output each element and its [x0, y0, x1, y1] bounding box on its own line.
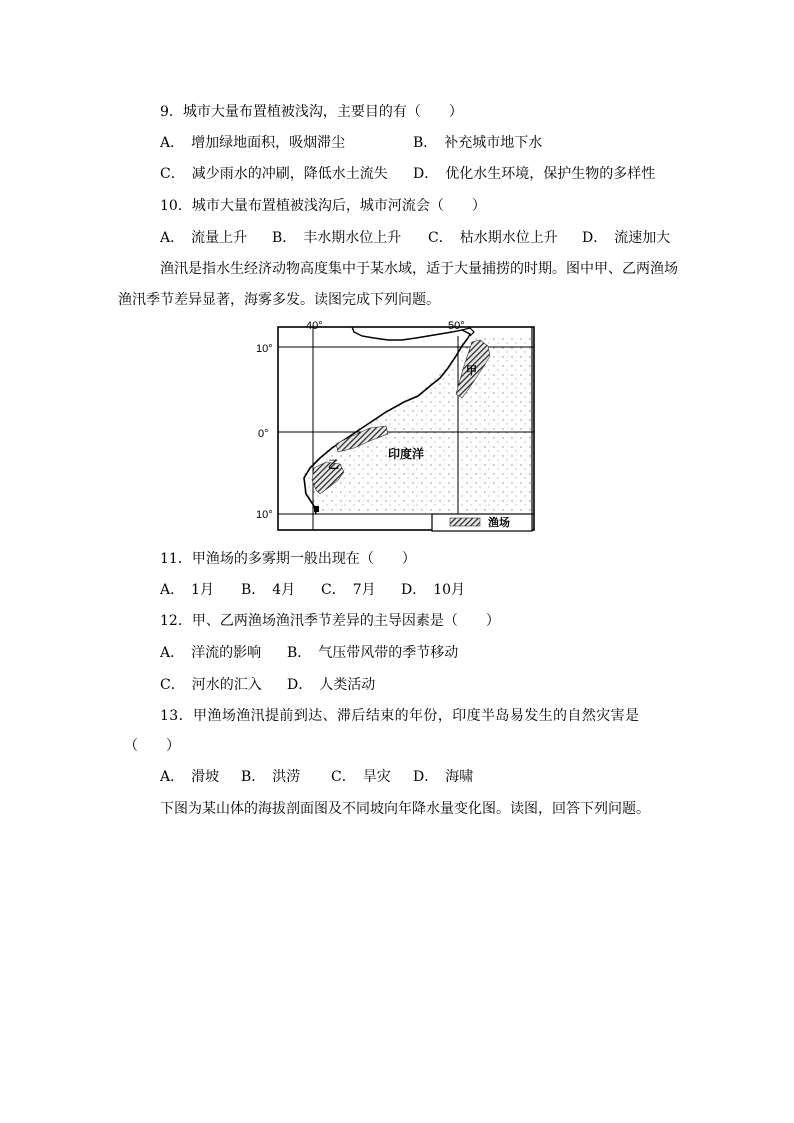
ocean-label: 印度洋	[388, 447, 425, 461]
label-yi: 乙	[328, 458, 339, 471]
question-10-option-b: B． 丰水期水位上升	[272, 230, 402, 246]
question-12-stem: 12．甲、乙两渔场渔汛季节差异的主导因素是（ ）	[160, 613, 500, 629]
question-11-option-c: C． 7月	[321, 582, 376, 598]
question-10-option-d: D． 流速加大	[582, 230, 671, 246]
lon-label-50: 50°	[448, 320, 465, 332]
question-9-option-d: D． 优化水生环境，保护生物的多样性	[413, 166, 656, 182]
fishery-map	[256, 318, 538, 534]
question-12-option-b: B． 气压带风带的季节移动	[287, 645, 459, 661]
lat-label-10s: 10°	[256, 509, 273, 521]
question-9-option-c: C． 减少雨水的冲刷，降低水土流失	[160, 166, 388, 182]
question-9-option-a: A． 增加绿地面积，吸烟滞尘	[160, 135, 346, 151]
question-10-option-a: A． 流量上升	[160, 230, 248, 246]
legend-swatch	[450, 518, 480, 526]
question-12-option-a: A． 洋流的影响	[160, 645, 262, 661]
lon-label-40: 40°	[306, 320, 323, 332]
intro-paragraph-line-1: 渔汛是指水生经济动物高度集中于某水域，适于大量捕捞的时期。图中甲、乙两渔场	[160, 261, 678, 277]
question-9-option-b: B． 补充城市地下水	[413, 135, 543, 151]
question-12-option-d: D． 人类活动	[287, 677, 376, 693]
question-10-stem: 10．城市大量布置植被浅沟后，城市河流会（ ）	[160, 198, 486, 214]
question-13-option-d: D． 海啸	[413, 769, 474, 785]
lat-label-0: 0°	[258, 428, 269, 440]
question-12-option-c: C． 河水的汇入	[160, 677, 262, 693]
question-9-stem: 9．城市大量布置植被浅沟，主要目的有（ ）	[160, 104, 463, 120]
legend-label: 渔场	[488, 516, 510, 529]
question-10-option-c: C． 枯水期水位上升	[428, 230, 558, 246]
intro-paragraph-line-2: 渔汛季节差异显著，海雾多发。读图完成下列问题。	[118, 292, 440, 308]
label-jia: 甲	[466, 364, 477, 377]
intro-paragraph-2: 下图为某山体的海拔剖面图及不同坡向年降水量变化图。读图，回答下列问题。	[160, 801, 650, 817]
question-13-option-a: A． 滑坡	[160, 769, 220, 785]
question-13-option-c: C． 旱灾	[331, 769, 391, 785]
question-13-stem-continued: （ ）	[124, 738, 180, 754]
question-13-option-b: B． 洪涝	[241, 769, 301, 785]
question-11-option-b: B． 4月	[241, 582, 296, 598]
map-legend	[432, 514, 532, 531]
lat-label-10n: 10°	[256, 343, 273, 355]
question-11-stem: 11．甲渔场的多雾期一般出现在（ ）	[160, 551, 416, 567]
question-13-stem: 13．甲渔场渔汛提前到达、滞后结束的年份，印度半岛易发生的自然灾害是	[160, 708, 640, 724]
question-11-option-d: D． 10月	[401, 582, 466, 598]
question-11-option-a: A． 1月	[160, 582, 215, 598]
